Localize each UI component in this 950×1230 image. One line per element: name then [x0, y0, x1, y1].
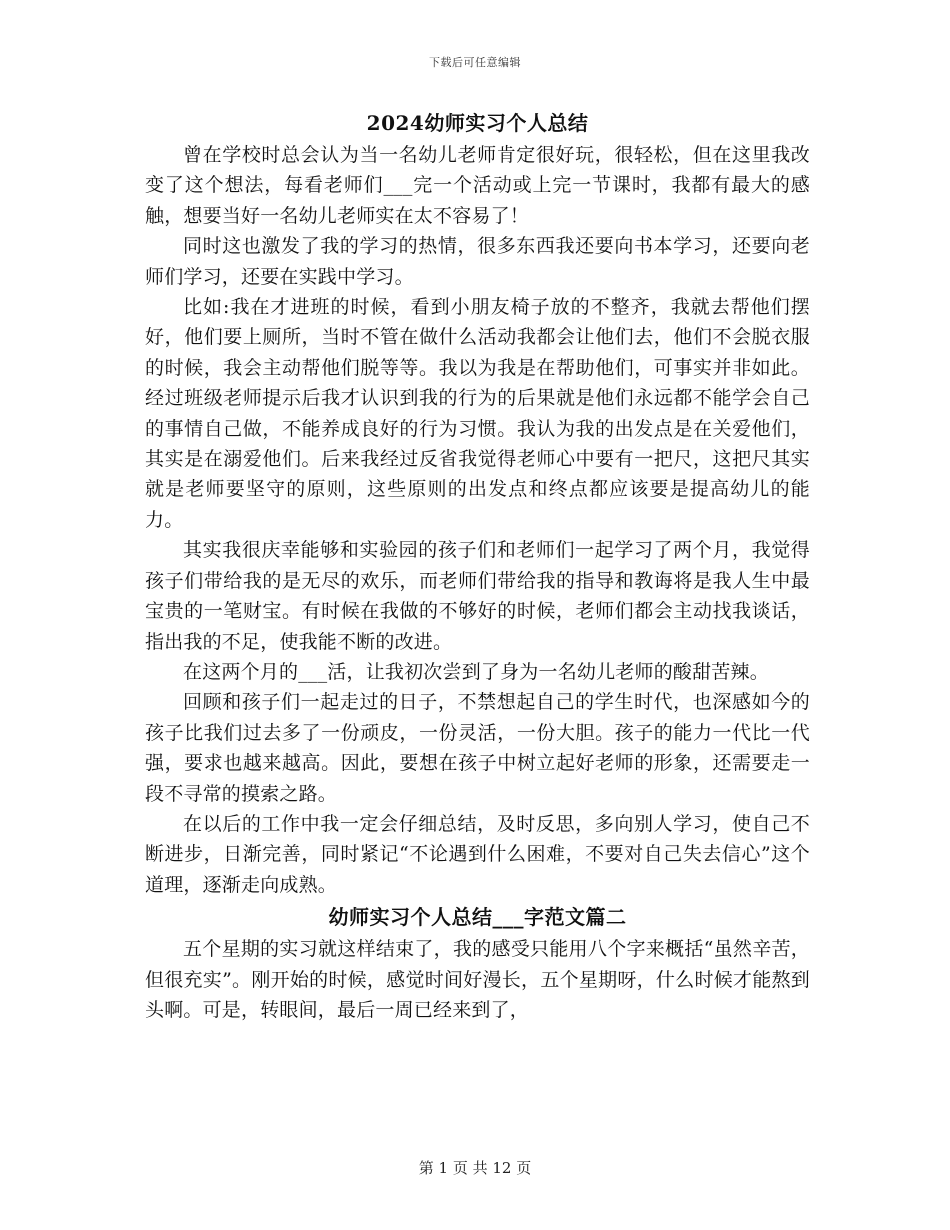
document-title: 2024幼师实习个人总结: [366, 111, 589, 135]
paragraph: 五个星期的实习就这样结束了，我的感受只能用八个字来概括“虽然辛苦，但很充实”。刚开始的时候，感觉时间好漫长，五个星期呀，什么时候才能熬到头啊。可是，转眼间，最后一周已经来到了，: [145, 938, 810, 1021]
header-note: 下载后可任意编辑: [429, 56, 521, 69]
paragraph: 曾在学校时总会认为当一名幼儿老师肯定很好玩，很轻松，但在这里我改变了这个想法，每看老师们___完一个活动或上完一节课时，我都有最大的感触，想要当好一名幼儿老师实在太不容易了！: [145, 144, 810, 227]
document-body: [145, 106, 810, 1025]
page-number: 第 1 页 共 12 页: [418, 1159, 532, 1177]
paragraph: 在以后的工作中我一定会仔细总结，及时反思，多向别人学习，使自己不断进步，日渐完善，同时紧记“不论遇到什么困难，不要对自己失去信心”这个道理，逐渐走向成熟。: [145, 812, 810, 896]
paragraph: 其实我很庆幸能够和实验园的孩子们和老师们一起学习了两个月，我觉得孩子们带给我的是无尽的欢乐，而老师们带给我的指导和教诲将是我人生中最宝贵的一笔财宝。有时候在我做的不够好的时候，老师们都会主动找我谈话，指出我的不足，使我能不断的改进。: [145, 539, 810, 653]
paragraph: 比如:我在才进班的时候，看到小朋友椅子放的不整齐，我就去帮他们摆好，他们要上厕所，当时不管在做什么活动我都会让他们去，他们不会脱衣服的时候，我会主动帮他们脱等等。我以为我是在帮助他们，可事实并非如此。经过班级老师提示后我才认识到我的行为的后果就是他们永远都不能学会自己的事情自己做，不能养成良好的行为习惯。我认为我的出发点是在关爱他们，其实是在溺爱他们。后来我经过反省我觉得老师心中要有一把尺，这把尺其实就是老师要坚守的原则，这些原则的出发点和终点都应该要是提高幼儿的能力。: [145, 296, 810, 531]
section-title: 幼师实习个人总结___字范文篇二: [328, 905, 627, 930]
paragraph: 同时这也激发了我的学习的热情，很多东西我还要向书本学习，还要向老师们学习，还要在实践中学习。: [145, 235, 810, 288]
paragraph: 回顾和孩子们一起走过的日子，不禁想起自己的学生时代，也深感如今的孩子比我们过去多了一份顽皮，一份灵活，一份大胆。孩子的能力一代比一代强，要求也越来越高。因此，要想在孩子中树立起好老师的形象，还需要走一段不寻常的摸索之路。: [145, 691, 810, 805]
paragraph: 在这两个月的___活，让我初次尝到了身为一名幼儿老师的酸甜苦辣。: [183, 660, 769, 683]
